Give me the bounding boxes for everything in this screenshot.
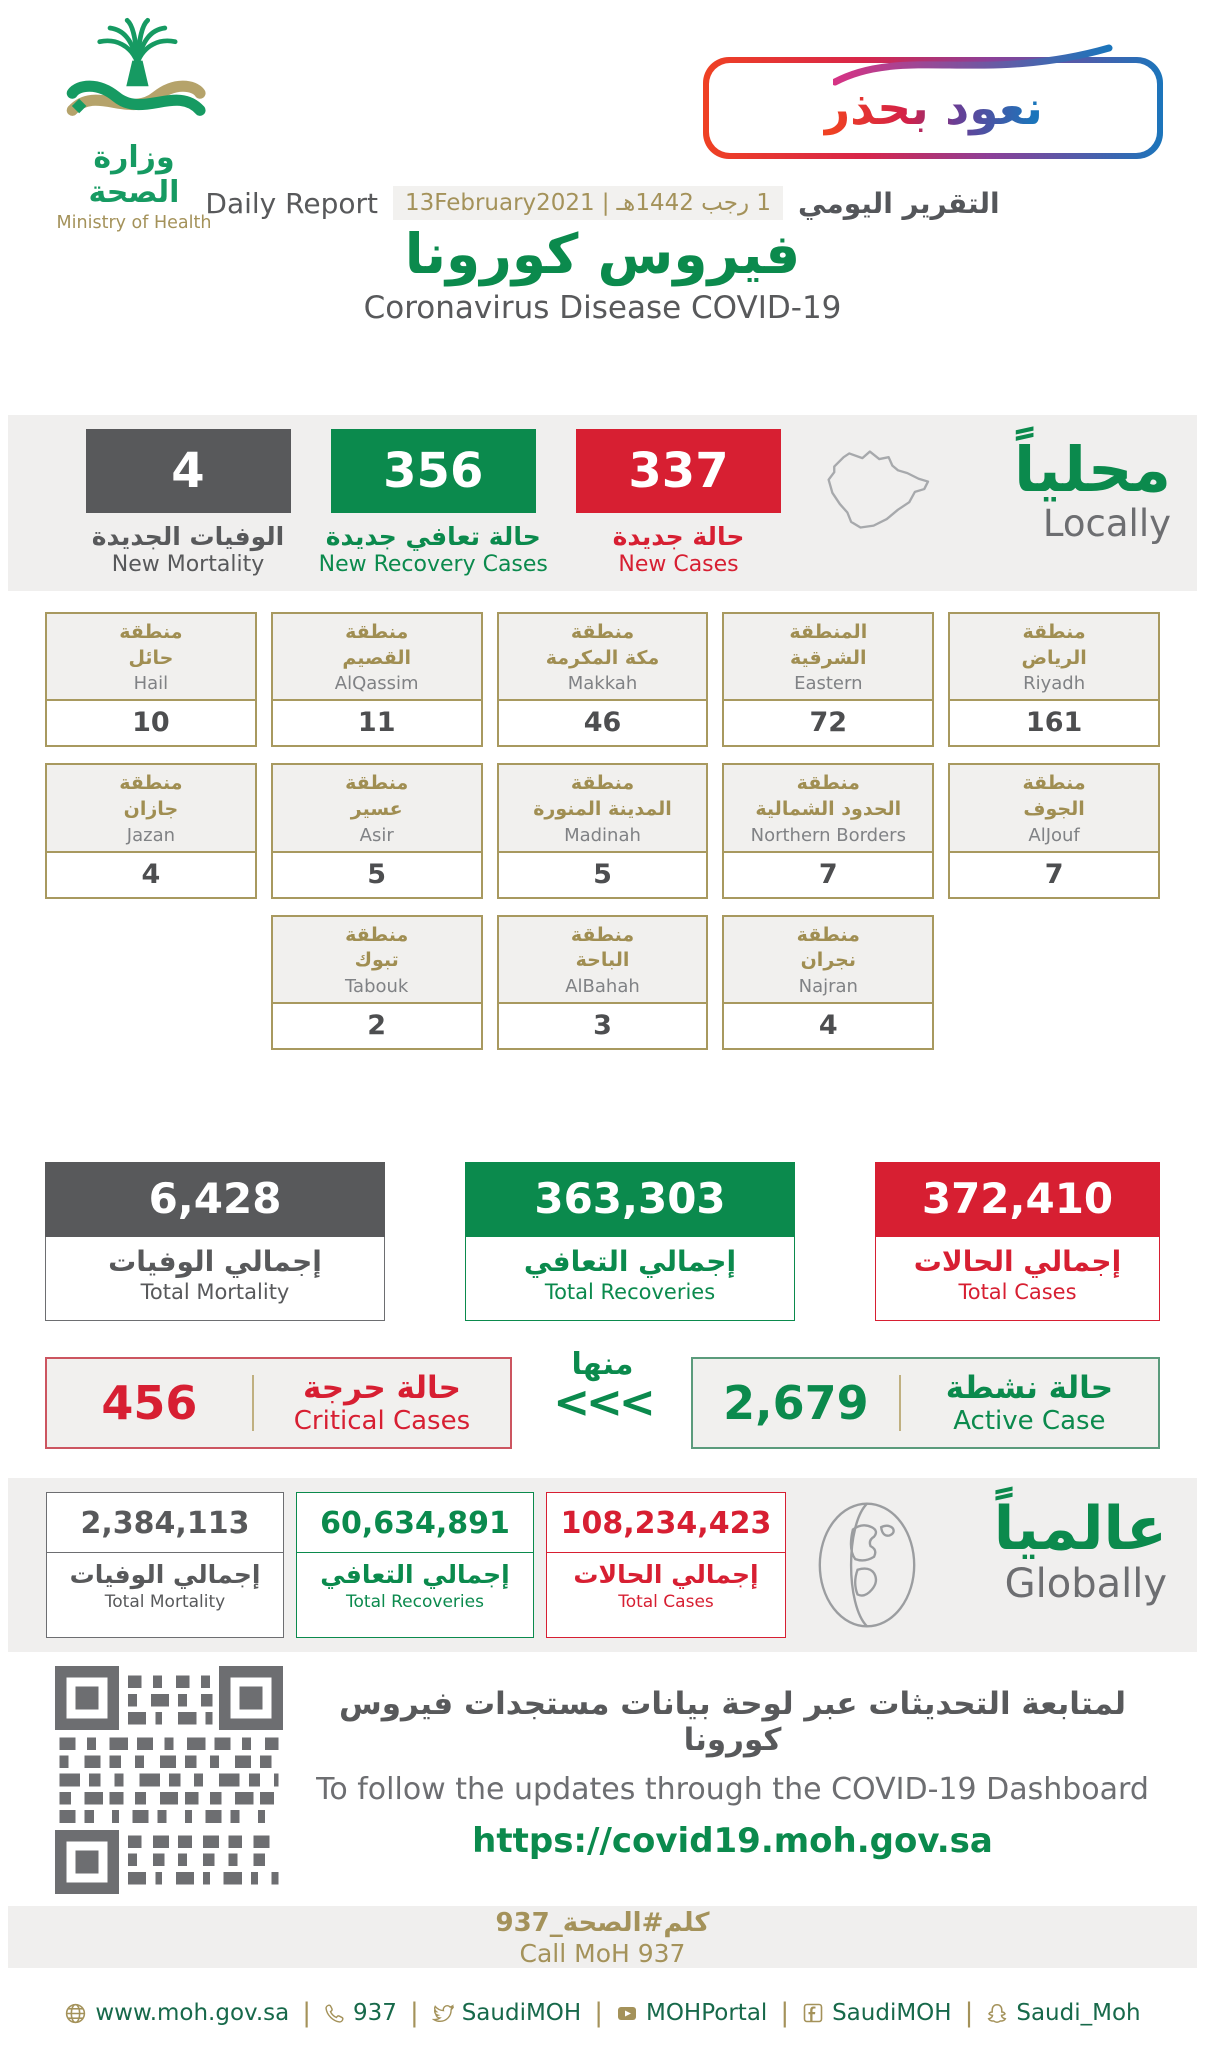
active-cases-label-ar: حالة نشطة: [945, 1370, 1114, 1406]
critical-cases-box: [45, 1357, 512, 1449]
new-cases-label-ar: حالة جديدة: [612, 522, 745, 551]
moh-palm-logo-icon: [48, 16, 220, 136]
badge-swoosh-icon: [833, 40, 1113, 86]
region-name-en: Riyadh: [1023, 673, 1086, 695]
new-cases-value: 337: [576, 429, 781, 513]
region-value: 4: [818, 1009, 838, 1041]
total-mortality-label-ar: إجمالي الوفيات: [108, 1245, 322, 1278]
region-name-ar: منطقة الرياض: [1021, 621, 1087, 669]
new-cases-label-en: New Cases: [618, 552, 739, 577]
new-mortality-value: 4: [86, 429, 291, 513]
region-value: 5: [593, 858, 612, 890]
page-title-english: Coronavirus Disease COVID-19: [363, 290, 842, 326]
region-value: 7: [818, 858, 838, 890]
dashboard-text-block: [305, 1686, 1160, 1861]
globe-icon: [64, 2002, 87, 2025]
logo-arabic-name: وزارة الصحة: [88, 140, 180, 210]
total-recoveries-value: 363,303: [465, 1162, 795, 1237]
footer-phone[interactable]: 937: [324, 2000, 397, 2026]
region-name-ar: منطقة حائل: [119, 621, 183, 669]
region-name-ar: منطقة مكة المكرمة: [545, 621, 660, 669]
total-cases-card: [875, 1162, 1160, 1321]
region-card-madinah: [497, 763, 709, 898]
logo-english-name: Ministry of Health: [56, 213, 212, 233]
total-recoveries-label-ar: إجمالي التعافي: [523, 1245, 737, 1278]
report-date-hijri: 1 رجب 1442هـ: [616, 190, 772, 216]
call-center-en: Call MoH 937: [519, 1938, 686, 1968]
region-card-najran: [722, 915, 934, 1050]
region-value: 7: [1044, 858, 1064, 890]
dashboard-line-ar: لمتابعة التحديثات عبر لوحة بيانات مستجدات فيروس كورونا: [338, 1686, 1127, 1758]
global-recoveries-card: [296, 1492, 534, 1638]
global-recoveries-label-en: Total Recoveries: [346, 1592, 484, 1612]
globe-icon: [808, 1494, 926, 1636]
report-date-box: [393, 186, 783, 220]
region-name-en: Asir: [359, 824, 394, 846]
region-name-en: AlJouf: [1028, 824, 1080, 846]
footer-website-link[interactable]: www.moh.gov.sa: [64, 2000, 289, 2026]
daily-report-en-label: Daily Report: [205, 186, 378, 220]
facebook-icon: [802, 2002, 824, 2024]
region-value: 46: [583, 707, 622, 739]
critical-cases-value: 456: [101, 1376, 198, 1430]
divider: |: [409, 1998, 419, 2028]
region-card-riyadh: [948, 612, 1160, 747]
dashboard-section: [55, 1666, 1160, 1896]
of-which-label-ar: منها: [571, 1347, 634, 1382]
total-cases-label-en: Total Cases: [958, 1280, 1077, 1304]
total-mortality-label-en: Total Mortality: [140, 1280, 290, 1304]
report-date-separator: |: [601, 190, 610, 216]
region-name-en: AlBahah: [565, 975, 640, 997]
region-card-hail: [45, 612, 257, 747]
region-name-ar: منطقة المدينة المنورة: [533, 772, 672, 820]
region-name-en: Eastern: [794, 673, 863, 695]
global-cases-label-ar: إجمالي الحالات: [573, 1560, 759, 1589]
report-date-gregorian: 13February2021: [404, 190, 595, 216]
new-mortality-label-en: New Mortality: [111, 552, 265, 577]
region-name-ar: منطقة الجوف: [1022, 772, 1086, 820]
global-mortality-value: 2,384,113: [47, 1493, 283, 1553]
global-mortality-card: [46, 1492, 284, 1638]
total-recoveries-card: [465, 1162, 795, 1321]
region-card-jazan: [45, 763, 257, 898]
footer-snapchat-link[interactable]: Saudi_Moh: [986, 2000, 1140, 2026]
dashboard-line-en: To follow the updates through the COVID-19 Dashboard: [316, 1772, 1149, 1807]
globally-section: [8, 1478, 1197, 1652]
total-mortality-card: [45, 1162, 385, 1321]
region-name-ar: منطقة الحدود الشمالية: [755, 772, 902, 820]
global-mortality-label-ar: إجمالي الوفيات: [69, 1560, 261, 1589]
region-value: 72: [809, 707, 848, 739]
region-value: 10: [132, 707, 170, 739]
qr-code: [55, 1666, 283, 1894]
locally-heading: [971, 433, 1171, 546]
global-mortality-label-en: Total Mortality: [104, 1592, 226, 1612]
global-cases-value: 108,234,423: [547, 1493, 785, 1553]
report-header-row: [0, 186, 1205, 220]
footer-twitter-link[interactable]: SaudiMOH: [432, 2000, 582, 2026]
new-cases-stat: [563, 429, 795, 577]
region-card-albahah: [497, 915, 709, 1050]
of-which-indicator: [550, 1347, 655, 1428]
region-value: 3: [593, 1009, 612, 1041]
global-cases-card: [546, 1492, 786, 1638]
locally-section: [8, 415, 1197, 591]
regions-grid: [45, 612, 1160, 1050]
global-recoveries-value: 60,634,891: [297, 1493, 533, 1553]
region-card-asir: [271, 763, 483, 898]
divider: |: [594, 1998, 603, 2028]
region-card-alqassim: [271, 612, 483, 747]
new-recovery-label-en: New Recovery Cases: [318, 552, 548, 577]
region-value: 5: [367, 858, 387, 890]
total-cases-value: 372,410: [875, 1162, 1160, 1237]
globally-heading-ar: عالمياً: [993, 1494, 1167, 1564]
return-with-caution-badge: [703, 57, 1163, 159]
region-value: 4: [141, 858, 161, 890]
active-cases-label-en: Active Case: [953, 1406, 1106, 1436]
critical-cases-label-ar: حالة حرجة: [302, 1370, 461, 1406]
region-name-en: Najran: [798, 975, 858, 997]
daily-report-ar-label: التقرير اليومي: [798, 186, 1000, 220]
critical-cases-label-en: Critical Cases: [293, 1406, 471, 1436]
saudi-arabia-map-icon: [808, 431, 958, 579]
chevrons-left-icon: <<<: [553, 1377, 652, 1428]
region-name-en: Madinah: [564, 824, 641, 846]
new-mortality-stat: [72, 429, 304, 577]
region-name-en: Jazan: [126, 824, 176, 846]
region-name-ar: منطقة تبوك: [345, 923, 409, 972]
region-card-eastern: [722, 612, 934, 747]
footer-social-row: [0, 1998, 1205, 2028]
divider: |: [302, 1998, 312, 2028]
twitter-icon: [432, 2002, 454, 2024]
region-name-ar: منطقة الباحة: [570, 923, 635, 972]
youtube-icon: [616, 2002, 638, 2024]
global-recoveries-label-ar: إجمالي التعافي: [320, 1560, 510, 1589]
badge-slogan: نعود بحذر: [823, 80, 1043, 136]
total-mortality-value: 6,428: [45, 1162, 385, 1237]
region-card-northern-borders: [722, 763, 934, 898]
dashboard-url-link[interactable]: https://covid19.moh.gov.sa: [472, 1821, 993, 1861]
total-cases-label-ar: إجمالي الحالات: [913, 1245, 1122, 1278]
region-card-tabouk: [271, 915, 483, 1050]
global-cases-label-en: Total Cases: [618, 1592, 714, 1612]
page-title-arabic: فيروس كورونا: [404, 222, 801, 286]
locally-heading-ar: محلياً: [1014, 433, 1171, 506]
globally-heading-en: Globally: [1004, 1561, 1167, 1607]
new-recovery-value: 356: [331, 429, 536, 513]
footer-facebook-link[interactable]: SaudiMOH: [802, 2000, 952, 2026]
call-center-band: [8, 1906, 1197, 1968]
active-cases-box: [691, 1357, 1160, 1449]
new-recovery-label-ar: حالة تعافي جديدة: [325, 522, 541, 551]
total-recoveries-label-en: Total Recoveries: [544, 1280, 716, 1304]
breakdown-row: [45, 1347, 1160, 1459]
region-name-en: AlQassim: [334, 673, 419, 695]
call-center-ar: كلم#الصحة_937: [495, 1908, 710, 1938]
totals-row: [45, 1162, 1160, 1321]
region-name-ar: منطقة جازان: [119, 772, 183, 820]
new-mortality-label-ar: الوفيات الجديدة: [91, 522, 285, 551]
divider: |: [780, 1998, 790, 2028]
phone-icon: [324, 2003, 345, 2024]
region-value: 2: [367, 1009, 387, 1041]
snapchat-icon: [986, 2002, 1008, 2024]
region-name-en: Makkah: [567, 673, 638, 695]
active-cases-value: 2,679: [723, 1376, 869, 1430]
region-name-en: Northern Borders: [750, 824, 906, 846]
region-name-en: Tabouk: [345, 975, 409, 997]
new-recovery-stat: [317, 429, 549, 577]
region-name-en: Hail: [133, 673, 169, 695]
region-name-ar: منطقة عسير: [345, 772, 409, 820]
region-value: 11: [357, 707, 396, 739]
locally-heading-en: Locally: [1042, 502, 1171, 546]
divider: |: [964, 1998, 974, 2028]
globally-heading: [993, 1494, 1167, 1607]
region-name-ar: منطقة القصيم: [342, 621, 412, 669]
region-value: 161: [1025, 707, 1083, 739]
region-name-ar: المنطقة الشرقية: [789, 621, 868, 669]
region-card-aljouf: [948, 763, 1160, 898]
footer-youtube-link[interactable]: MOHPortal: [616, 2000, 767, 2026]
region-name-ar: منطقة نجران: [796, 923, 860, 972]
region-card-makkah: [497, 612, 709, 747]
